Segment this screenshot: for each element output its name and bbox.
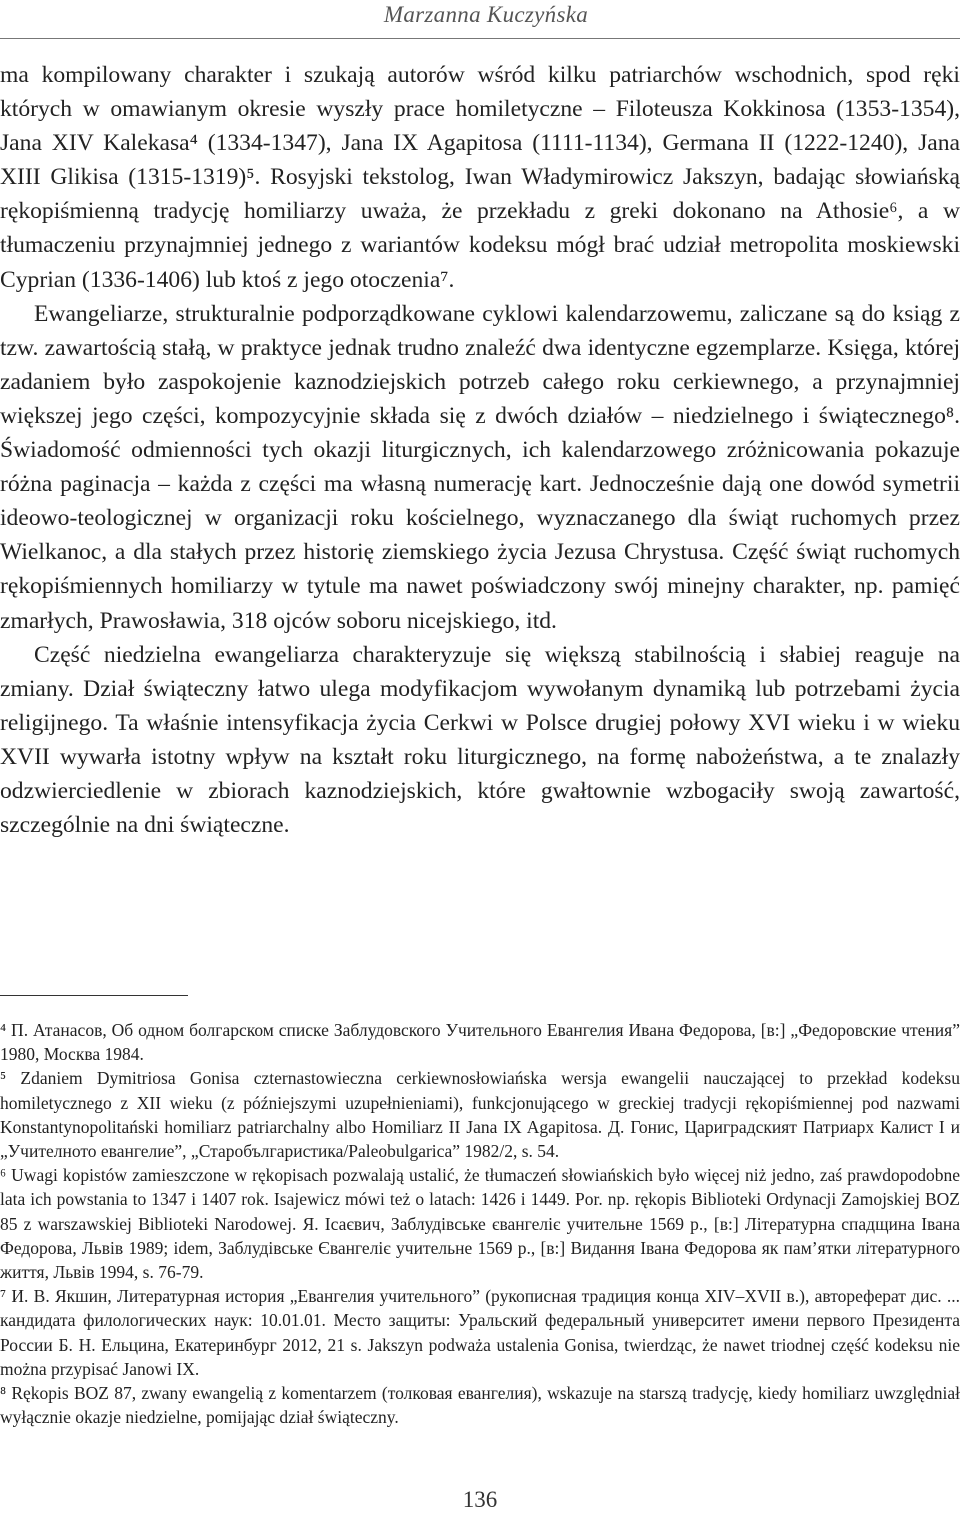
footnote-7: ⁷ И. В. Якшин, Литературная история „Евангелия учительного” (рукописная традиция конца XIV–XVII в.), автореферат дис. ... кандидата филологических наук: 10.01.01. Место защиты: Уральский федеральный университет имени первого Президента России Б. Н. Ельцина, Екатеринбург 2012, 21 s. Jakszyn podważa ustalenia Gonisa, twierdząc, że nawet triodnej część kodeksu nie można przypisać Janowi IX. bbox=[0, 1286, 960, 1379]
footnote-4: ⁴ П. Атанасов, Об одном болгарском списке Заблудовского Учительного Евангелия Ивана Федорова, [в:] „Федоровские чтения” 1980, Москва 1984. bbox=[0, 1020, 960, 1065]
footnote-6: ⁶ Uwagi kopistów zamieszczone w rękopisach pozwalają ustalić, że tłumaczeń słowiańskich było więcej niż jedno, zaś prawdopodobne lata ich powstania to 1347 i 1407 rok. Isajewicz mówi też o latach: 1426 i 1449. Por. np. rękopis Biblioteki Ordynacji Zamojskiej BOZ 85 z warszawskiej Biblioteki Narodowej. Я. Ісаєвич, Заблудівське євангеліє учительне 1569 р., [в:] Літературна спадщина Івана Федорова, Львів 1989; idem, Заблудівське Євангеліє учительне 1569 р., [в:] Видання Івана Федорова як пам’ятки літературного життя, Львів 1994, s. 76-79. bbox=[0, 1165, 960, 1283]
footnote-5: ⁵ Zdaniem Dymitriosa Gonisa czternastowieczna cerkiewnosłowiańska wersja ewangelii nauczającej to przekład kodeksu homiletycznego z XII wieku (z późniejszymi uzupełnieniami), funkcjonującego w greckiej tradycji rękopiśmiennej pod nazwami Konstantynopolitański homiliarz patriarchalny albo Homiliarz II Jana IX Agapitosa. Д. Гонис, Цариградският Патриарх Калист I и „Учителното евангелие”, „Старобългаристика/Paleobulgarica” 1982/2, s. 54. bbox=[0, 1068, 960, 1162]
header-rule bbox=[0, 38, 960, 39]
page-number: 136 bbox=[462, 1487, 498, 1512]
main-text bbox=[0, 58, 960, 842]
paragraph-1: ma kompilowany charakter i szukają autorów wśród kilku patriarchów wschodnich, spod ręki których w omawianym okresie wyszły prace homiletyczne – Filoteusza Kokkinosa (1353-1354), Jana XIV Kalekasa⁴ (1334-1347), Jana IX Agapitosa (1111-1134), Germana II (1222-1240), Jana XIII Glikisa (1315-1319)⁵. Rosyjski tekstolog, Iwan Władymirowicz Jakszyn, badając słowiańską rękopiśmienną tradycję homiliarzy uważa, że przekładu z greki dokonano na Athosie⁶, a w tłumaczeniu przynajmniej jednego z wariantów kodeksu mógł brać udział metropolita moskiewski Cyprian (1336-1406) lub ktoś z jego otoczenia⁷. bbox=[0, 62, 960, 293]
running-head: Marzanna Kuczyńska bbox=[383, 2, 588, 27]
footnote-rule bbox=[0, 995, 188, 996]
paragraph-3: Część niedzielna ewangeliarza charakteryzuje się większą stabilnością i słabiej reaguje na zmiany. Dział świąteczny łatwo ulega modyfikacjom wywołanym dynamiką lub potrzebami życia religijnego. Ta właśnie intensyfikacja życia Cerkwi w Polsce drugiej połowy XVI wieku i w wieku XVII wywarła istotny wpływ na kształt roku liturgicznego, na formę nabożeństwa, a te znalazły odzwierciedlenie w zbiorach kaznodziejskich, które gwałtownie wzbogaciły swoją zawartość, szczególnie na dni świąteczne. bbox=[0, 641, 960, 839]
footnote-8: ⁸ Rękopis BOZ 87, zwany ewangelią z komentarzem (толковая евангелия), wskazuje na starszą tradycję, kiedy homiliarz uwzględniał wyłącznie okazje niedzielne, pomijając dział świąteczny. bbox=[0, 1383, 960, 1428]
paragraph-2: Ewangeliarze, strukturalnie podporządkowane cyklowi kalendarzowemu, zaliczane są do ksiąg z tzw. zawartością stałą, w praktyce jednak trudno znaleźć dwa identyczne egzemplarze. Księga, której zadaniem było zaspokojenie kaznodziejskich potrzeb całego roku cerkiewnego, a przynajmniej większej jego części, kompozycyjnie składa się z dwóch działów – niedzielnego i świątecznego⁸. Świadomość odmienności tych okazji liturgicznych, ich kalendarzowego zróżnicowania pokazuje różna paginacja – każda z części ma własną numerację kart. Jednocześnie dają one dowód symetrii ideowo-teologicznej w organizacji roku kościelnego, wyznaczanego dla świąt ruchomych przez Wielkanoc, a dla stałych przez historię ziemskiego życia Jezusa Chrystusa. Część świąt ruchomych rękopiśmiennych homiliarzy w tytule ma nawet poświadczony swój minejny charakter, np. pamięć zmarłych, Prawosławia, 318 ojców soboru nicejskiego, itd. bbox=[0, 300, 960, 634]
footnotes bbox=[0, 1018, 960, 1429]
